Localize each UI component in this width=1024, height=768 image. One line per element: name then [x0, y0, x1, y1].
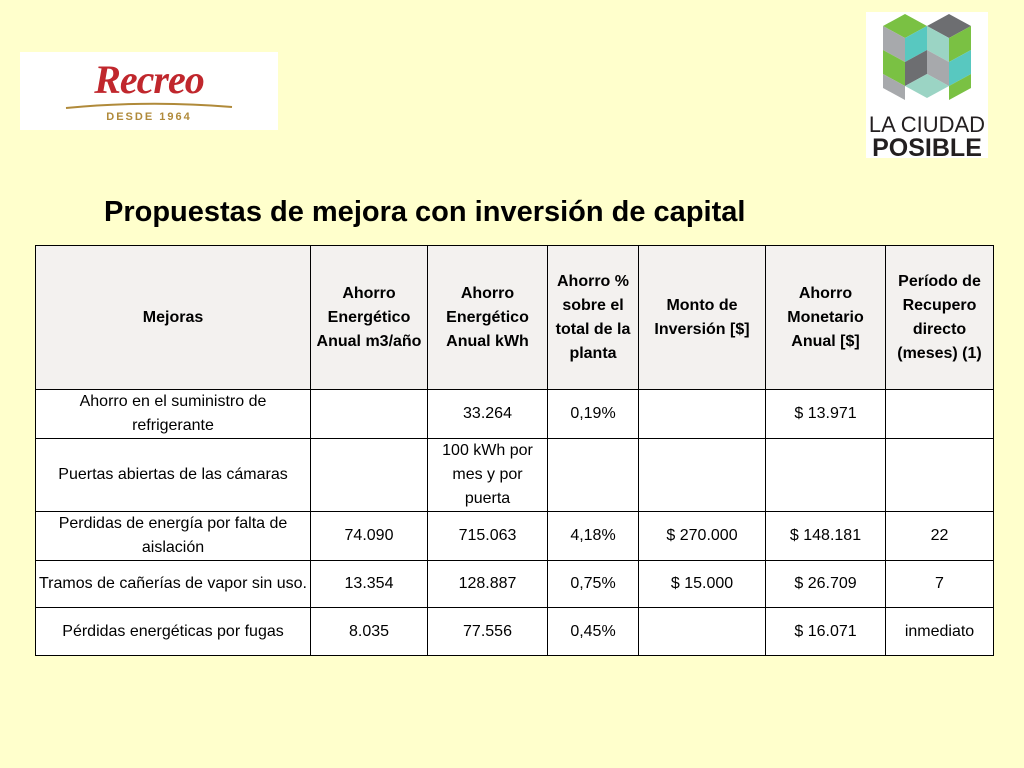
table-cell: [311, 439, 428, 512]
page-title: Propuestas de mejora con inversión de capital: [104, 196, 746, 228]
recreo-since-text: DESDE 1964: [106, 110, 192, 123]
recreo-swoosh-icon: [64, 102, 234, 110]
table-cell: [639, 439, 766, 512]
table-row: [36, 561, 994, 608]
table-cell: 8.035: [311, 608, 428, 656]
table-cell: [311, 390, 428, 439]
la-ciudad-posible-logo: [866, 12, 988, 162]
table-row: [36, 608, 994, 656]
header-ahorro-monetario: Ahorro Monetario Anual [$]: [766, 246, 886, 390]
table-cell: 715.063: [428, 512, 548, 561]
ciudad-line1-text: LA CIUDAD: [868, 112, 986, 137]
header-periodo-recupero: Período de Recupero directo (meses) (1): [886, 246, 994, 390]
table-row: [36, 512, 994, 561]
header-ahorro-percent: Ahorro % sobre el total de la planta: [548, 246, 639, 390]
table-row: [36, 390, 994, 439]
table-cell: 0,75%: [548, 561, 639, 608]
header-ahorro-m3: Ahorro Energético Anual m3/año: [311, 246, 428, 390]
improvements-table: [35, 245, 994, 656]
table-cell: Tramos de cañerías de vapor sin uso.: [36, 561, 311, 608]
table-cell: [886, 439, 994, 512]
table-cell: [639, 390, 766, 439]
table-cell: 7: [886, 561, 994, 608]
table-cell: [639, 608, 766, 656]
table-cell: $ 16.071: [766, 608, 886, 656]
table-header-row: [36, 246, 994, 390]
table-cell: 77.556: [428, 608, 548, 656]
table-cell: 4,18%: [548, 512, 639, 561]
table-cell: Puertas abiertas de las cámaras: [36, 439, 311, 512]
header-monto-inversion: Monto de Inversión [$]: [639, 246, 766, 390]
table-cell: $ 270.000: [639, 512, 766, 561]
table-cell: [766, 439, 886, 512]
header-ahorro-kwh: Ahorro Energético Anual kWh: [428, 246, 548, 390]
table-cell: 128.887: [428, 561, 548, 608]
table-cell: 0,19%: [548, 390, 639, 439]
table-cell: 74.090: [311, 512, 428, 561]
table-cell: $ 148.181: [766, 512, 886, 561]
table-cell: 22: [886, 512, 994, 561]
table-cell: inmediato: [886, 608, 994, 656]
header-mejoras: Mejoras: [36, 246, 311, 390]
table-cell: Ahorro en el suministro de refrigerante: [36, 390, 311, 439]
table-cell: [886, 390, 994, 439]
table-cell: 0,45%: [548, 608, 639, 656]
recreo-brand-text: Recreo: [94, 56, 204, 102]
table-cell: 13.354: [311, 561, 428, 608]
table-cell: $ 15.000: [639, 561, 766, 608]
table-cell: Pérdidas energéticas por fugas: [36, 608, 311, 656]
table-row: [36, 439, 994, 512]
table-cell: 100 kWh por mes y por puerta: [428, 439, 548, 512]
table-cell: 33.264: [428, 390, 548, 439]
table-cell: [548, 439, 639, 512]
table-cell: $ 13.971: [766, 390, 886, 439]
ciudad-line2-text: POSIBLE: [872, 134, 982, 162]
table-cell: $ 26.709: [766, 561, 886, 608]
table-cell: Perdidas de energía por falta de aislación: [36, 512, 311, 561]
ciudad-cube-icon: [883, 14, 971, 110]
recreo-logo: [20, 52, 278, 130]
